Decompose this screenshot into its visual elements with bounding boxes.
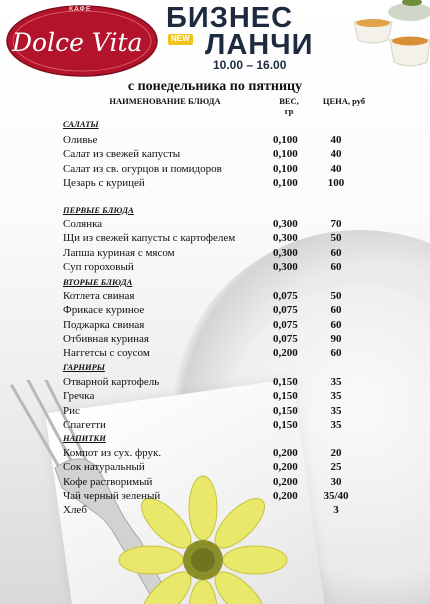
menu-item-price: 90 [330,332,342,345]
menu-item-weight: 0,100 [273,162,298,175]
menu-item-name: Компот из сух. фрук. [63,447,162,459]
menu-item-name: Отбивная куриная [63,332,149,345]
menu-item-weight: 0,150 [273,418,298,431]
menu-item-weight: 0,200 [273,489,298,502]
menu-item-row [0,446,430,460]
menu-item-row [0,460,430,474]
menu-item-weight: 0,200 [273,447,298,459]
menu-item-price: 30 [330,475,342,488]
menu-item-row [0,162,430,176]
menu-item-weight: 0,300 [273,232,298,245]
menu-item-name: Сок натуральный [63,461,145,474]
menu-item-weight: 0,300 [273,260,298,273]
menu-item-row [0,475,430,489]
menu-item-price: 3 [333,504,339,517]
menu-item-row [0,133,430,147]
menu-item-name: Отварной картофель [63,376,160,388]
menu-item-price: 40 [330,148,342,161]
menu-item-weight: 0,075 [273,304,298,317]
menu-item-row [0,332,430,346]
menu-item-name: Спагетти [63,418,106,431]
menu-item-name: Рис [63,404,80,417]
menu-item-row [0,404,430,418]
banner-title-line2: ЛАНЧИ [205,29,314,61]
menu-item-row [0,418,430,432]
menu-item-row [0,503,430,517]
category-title: ВТОРЫЕ БЛЮДА [63,277,133,287]
banner-hours: 10.00 – 16.00 [213,58,287,72]
menu-item-weight: 0,150 [273,376,298,388]
new-badge: NEW [168,34,193,45]
column-header-price: ЦЕНА, руб [322,96,366,106]
menu-item-row [0,147,430,161]
menu-item-weight: 0,200 [273,461,298,474]
logo-cafe-label: КАФЕ [69,6,92,13]
menu-item-name: Солянка [63,218,103,230]
menu-item-weight: 0,300 [273,246,298,259]
menu-item-price: 60 [330,347,342,360]
menu-item-name: Щи из свежей капусты с картофелем [63,232,236,245]
menu-item-row [0,260,430,274]
menu-item-row [0,246,430,260]
category-title: ПЕРВЫЕ БЛЮДА [63,205,134,215]
menu-item-price: 100 [327,176,345,189]
menu-item-name: Чай черный зеленый [63,489,161,502]
menu-item-name: Гречка [63,390,95,403]
menu-item-weight: 0,075 [273,318,298,331]
column-header-name: НАИМЕНОВАНИЕ БЛЮДА [109,96,221,106]
menu-item-name: Салат из св. огурцов и помидоров [63,162,222,175]
menu-item-price: 35 [330,376,342,388]
menu-item-row [0,489,430,503]
soup-bowls-icon [352,0,430,70]
menu-item-name: Кофе растворимый [63,475,153,488]
menu-item-name: Фрикасе куриное [63,304,145,317]
menu-item-weight: 0,150 [273,390,298,403]
banner-title-line1: БИЗНЕС [166,2,294,34]
menu-item-price: 50 [330,290,342,302]
menu-item-name: Цезарь с курицей [63,176,145,189]
menu-item-row [0,289,430,303]
menu-item-price: 60 [330,318,342,331]
menu-item-name: Котлета свиная [63,290,135,302]
menu-item-weight: 0,200 [273,475,298,488]
menu-item-name: Оливье [63,134,98,146]
menu-item-price: 35 [330,390,342,403]
menu-item-row [0,303,430,317]
menu-item-row [0,176,430,190]
menu-item-name: Салат из свежей капусты [63,148,181,161]
menu-item-row [0,217,430,231]
menu-item-price: 40 [330,134,342,146]
menu-item-price: 60 [330,260,342,273]
menu-item-price: 20 [330,447,342,459]
menu-item-weight: 0,075 [273,332,298,345]
menu-item-price: 35 [330,404,342,417]
subtitle: с понедельника по пятницу [127,79,303,94]
menu-item-row [0,375,430,389]
logo-title: Dolce Vita [12,28,143,57]
menu-item-name: Лапша куриная с мясом [63,246,175,259]
menu-item-weight: 0,300 [273,218,298,230]
menu-item-weight: 0,150 [273,404,298,417]
menu-item-weight: 0,075 [273,290,298,302]
category-title: ГАРНИРЫ [63,362,106,372]
menu-item-price: 35/40 [323,489,349,502]
menu-item-weight: 0,100 [273,148,298,161]
menu-item-price: 35 [330,418,342,431]
menu-item-row [0,346,430,360]
menu-item-row [0,389,430,403]
category-title: САЛАТЫ [63,119,99,129]
menu-item-name: Суп гороховый [63,260,134,273]
menu-item-name: Хлеб [63,504,87,517]
menu-item-name: Наггетсы с соусом [63,347,150,360]
menu-item-weight: 0,200 [273,347,298,360]
menu-item-price: 40 [330,162,342,175]
menu-item-price: 60 [330,304,342,317]
menu-item-price: 60 [330,246,342,259]
menu-item-weight: 0,100 [273,176,298,189]
menu-item-price: 70 [330,218,342,230]
category-title: НАПИТКИ [63,433,106,443]
menu-item-weight: 0,100 [273,134,298,146]
menu-item-price: 50 [330,232,342,245]
menu-item-name: Поджарка свиная [63,318,145,331]
menu-item-row [0,231,430,245]
column-header-weight: ВЕС, гр [279,96,299,116]
menu-item-row [0,318,430,332]
menu-item-price: 25 [330,461,342,474]
